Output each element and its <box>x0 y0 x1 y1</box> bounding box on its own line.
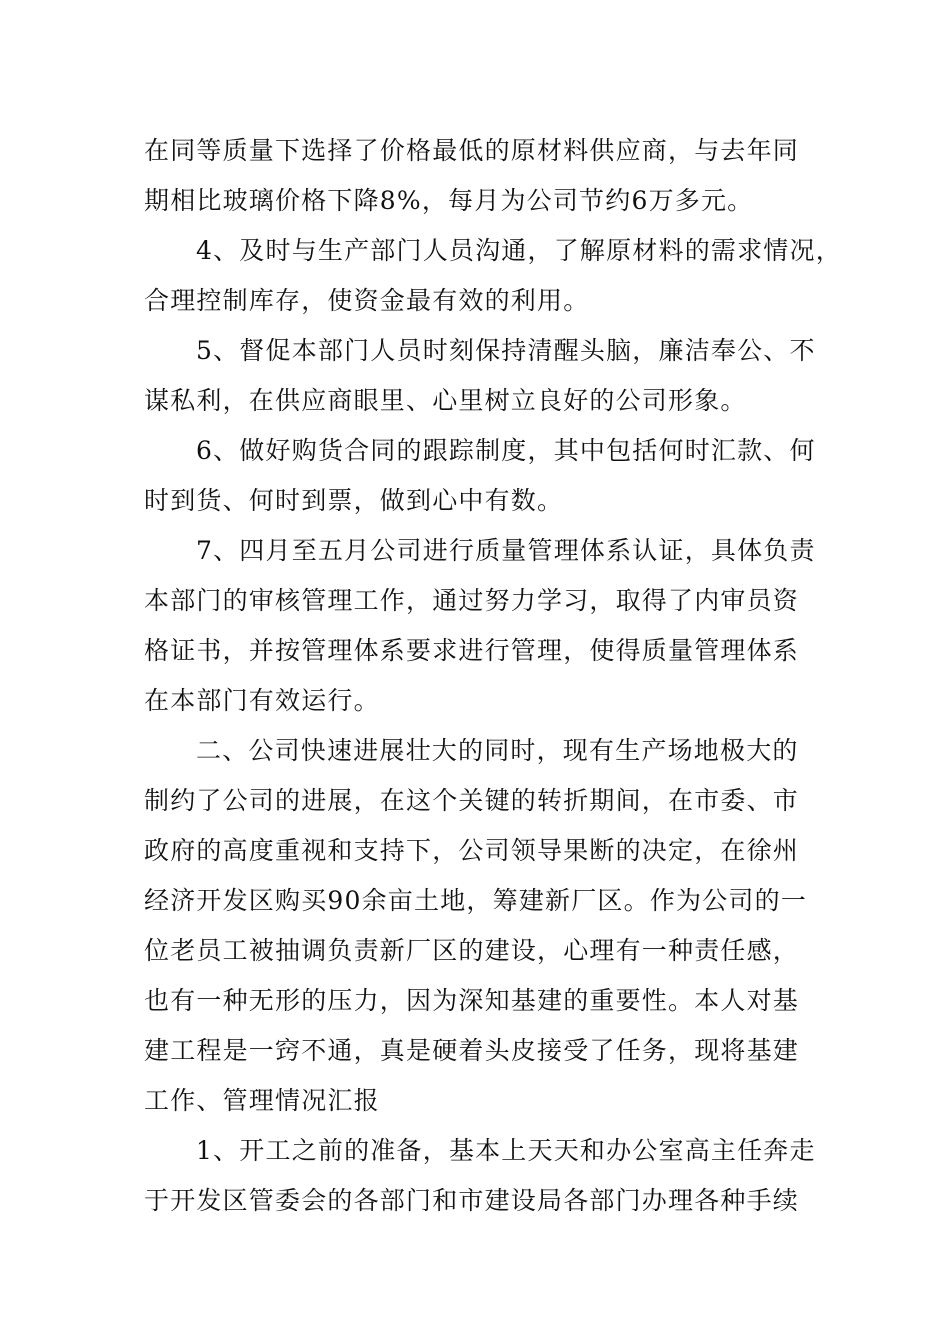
text-line: 期相比玻璃价格下降8%，每月为公司节约6万多元。 <box>144 186 754 215</box>
text-line: 位老员工被抽调负责新厂区的建设，心理有一种责任感， <box>144 936 800 965</box>
text-line: 制约了公司的进展，在这个关键的转折期间，在市委、市 <box>144 786 800 815</box>
text-line: 在同等质量下选择了价格最低的原材料供应商，与去年同 <box>144 136 800 165</box>
text-line: 6、做好购货合同的跟踪制度，其中包括何时汇款、何 <box>196 436 816 465</box>
text-line: 4、及时与生产部门人员沟通，了解原材料的需求情况， <box>196 236 842 265</box>
text-line: 1、开工之前的准备，基本上天天和办公室高主任奔走 <box>196 1136 816 1165</box>
text-line: 7、四月至五月公司进行质量管理体系认证，具体负责 <box>196 536 816 565</box>
text-line: 也有一种无形的压力，因为深知基建的重要性。本人对基 <box>144 986 800 1015</box>
text-line: 5、督促本部门人员时刻保持清醒头脑，廉洁奉公、不 <box>196 336 816 365</box>
text-line: 经济开发区购买90余亩土地，筹建新厂区。作为公司的一 <box>144 886 808 915</box>
text-line: 在本部门有效运行。 <box>144 686 380 715</box>
text-line: 建工程是一窍不通，真是硬着头皮接受了任务，现将基建 <box>144 1036 800 1065</box>
text-line: 于开发区管委会的各部门和市建设局各部门办理各种手续 <box>144 1186 800 1215</box>
text-line: 时到货、何时到票，做到心中有数。 <box>144 486 564 515</box>
text-line: 二、公司快速进展壮大的同时，现有生产场地极大的 <box>196 736 799 765</box>
text-line: 谋私利，在供应商眼里、心里树立良好的公司形象。 <box>144 386 747 415</box>
text-line: 合理控制库存，使资金最有效的利用。 <box>144 286 590 315</box>
text-line: 格证书，并按管理体系要求进行管理，使得质量管理体系 <box>144 636 800 665</box>
text-line: 政府的高度重视和支持下，公司领导果断的决定，在徐州 <box>144 836 800 865</box>
text-line: 本部门的审核管理工作，通过努力学习，取得了内审员资 <box>144 586 800 615</box>
text-line: 工作、管理情况汇报 <box>144 1086 380 1115</box>
